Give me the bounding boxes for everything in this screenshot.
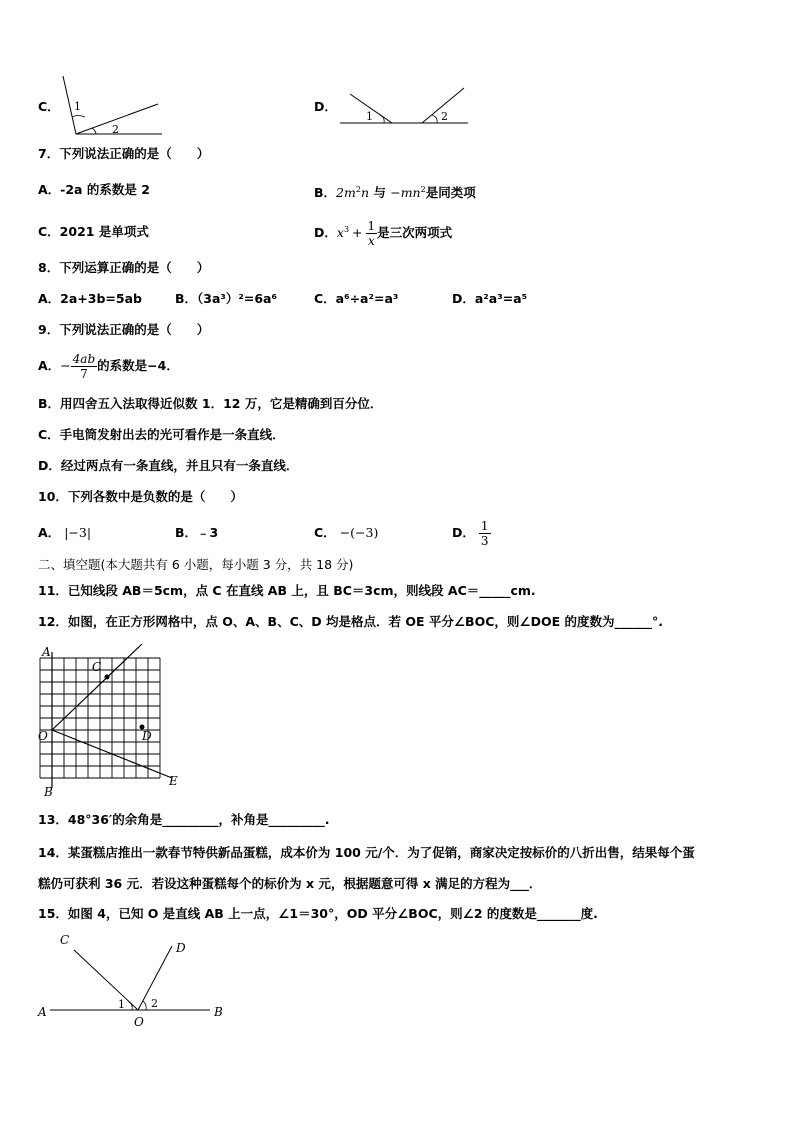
q15-label-o: O xyxy=(134,1015,144,1029)
q9-option-d: D．经过两点有一条直线，并且只有一条直线． xyxy=(38,458,299,473)
q6-option-c-label: C． xyxy=(38,99,60,114)
q15-text: 15．如图 4，已知 O 是直线 AB 上一点，∠1＝30°，OD 平分∠BOC，则∠2 的度数是_______度. xyxy=(38,906,598,921)
q15-angle1-label: 1 xyxy=(118,998,125,1011)
q12-label-b: B xyxy=(44,785,53,798)
q6-option-d-label: D． xyxy=(314,99,337,114)
q10-option-a: A． |−3| xyxy=(38,525,92,540)
q15-label-a: A xyxy=(38,1005,47,1019)
q6-figure-c xyxy=(58,72,168,140)
q13-text: 13．48°36′的余角是_________，补角是_________. xyxy=(38,812,330,827)
q12-label-a: A xyxy=(42,645,51,659)
q9-option-b: B．用四舍五入法取得近似数 1．12 万，它是精确到百分位． xyxy=(38,396,383,411)
q8-stem: 8．下列运算正确的是（ ） xyxy=(38,260,210,275)
q7-option-c: C．2021 是单项式 xyxy=(38,224,149,239)
q6d-angle1-label: 1 xyxy=(366,110,373,123)
q8-option-c: C．a⁶÷a²=a³ xyxy=(314,291,399,306)
q8-option-d: D．a²a³=a⁵ xyxy=(452,291,528,306)
section-heading: 二、填空题(本大题共有 6 小题，每小题 3 分，共 18 分) xyxy=(38,557,354,572)
q15-label-c: C xyxy=(60,933,70,947)
q9-option-a: A．− $\frac{4ab}{7}$ 的系数是−4． xyxy=(38,352,179,381)
q10-option-d: D． $\frac{1}{3}$ xyxy=(452,519,489,548)
q8-option-a: A．2a+3b=5ab xyxy=(38,291,142,306)
q7-option-d: D．$x^3$ + $\frac{1}{x}$ 是三次两项式 xyxy=(314,219,453,249)
q8-option-b: B．（3a³）²=6a⁶ xyxy=(175,291,277,306)
q6c-angle2-label: 2 xyxy=(112,123,119,136)
q10-option-c: C． −(−3) xyxy=(314,525,379,540)
q7-option-b: B．$2m^2n$ 与 $-mn^2$是同类项 xyxy=(314,185,476,201)
q14-line2: 糕仍可获利 36 元．若设这种蛋糕每个的标价为 x 元，根据题意可得 x 满足的方程为___． xyxy=(38,876,542,891)
q12-label-d: D xyxy=(142,729,152,743)
q15-label-d: D xyxy=(176,941,186,955)
q15-angle2-label: 2 xyxy=(151,997,158,1010)
q15-figure xyxy=(34,930,234,1030)
q15-label-b: B xyxy=(214,1005,223,1019)
q6c-angle1-label: 1 xyxy=(74,100,81,113)
q14-line1: 14．某蛋糕店推出一款春节特供新品蛋糕，成本价为 100 元/个．为了促销，商家决定按标价的八折出售，结果每个蛋 xyxy=(38,845,695,860)
q12-label-o: O xyxy=(38,729,48,743)
q6d-angle2-label: 2 xyxy=(441,110,448,123)
q12-grid-figure xyxy=(34,644,184,798)
q9-option-c: C．手电筒发射出去的光可看作是一条直线． xyxy=(38,427,285,442)
q6-figure-d xyxy=(338,84,470,128)
q10-stem: 10．下列各数中是负数的是（ ） xyxy=(38,489,243,504)
q12-label-e: E xyxy=(169,774,178,788)
q10-option-b: B．﹣3 xyxy=(175,525,219,540)
q12-label-c: C xyxy=(92,660,102,674)
q11-text: 11．已知线段 AB＝5cm，点 C 在直线 AB 上，且 BC＝3cm，则线段 AC＝_____cm. xyxy=(38,583,536,598)
q12-text: 12．如图，在正方形网格中，点 O、A、B、C、D 均是格点．若 OE 平分∠BOC，则∠DOE 的度数为______°. xyxy=(38,614,663,629)
q7-stem: 7．下列说法正确的是（ ） xyxy=(38,146,210,161)
q9-stem: 9．下列说法正确的是（ ） xyxy=(38,322,210,337)
q7-option-a: A．-2a 的系数是 2 xyxy=(38,182,150,197)
